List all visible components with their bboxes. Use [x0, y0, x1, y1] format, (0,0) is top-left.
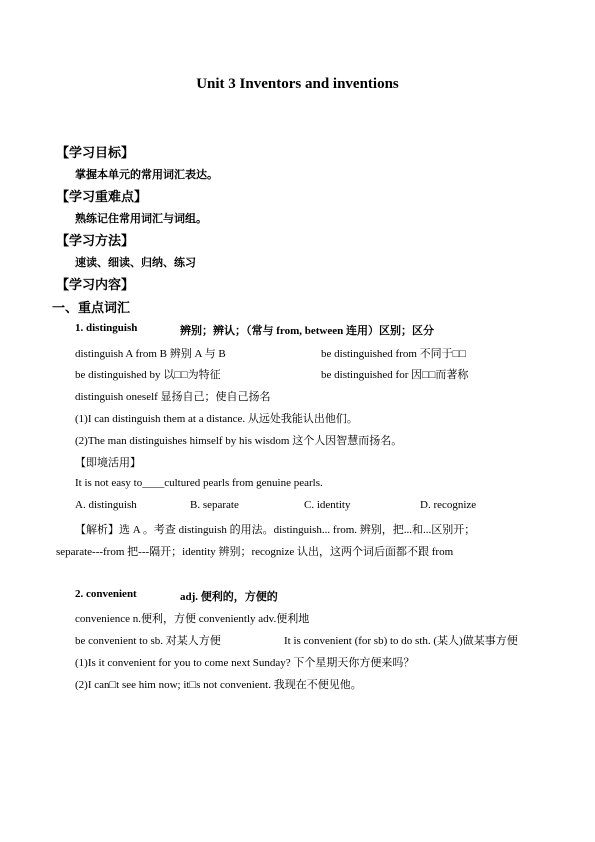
option-a: A. distinguish [75, 499, 137, 511]
word2-phrase-2b: It is convenient (for sb) to do sth. (某人)做某事方便 [284, 635, 518, 647]
word2-meaning: adj. 便利的，方便的 [180, 591, 278, 603]
word2-example-1: (1)Is it convenient for you to come next Sunday? 下个星期天你方便来吗？ [75, 657, 415, 669]
key-text: 熟练记住常用词汇与词组。 [75, 213, 207, 225]
content-heading: 【学习内容】 [56, 277, 135, 292]
word1-example-1: (1)I can distinguish them at a distance. 从远处我能认出他们。 [75, 413, 358, 425]
method-text: 速读、细读、归纳、练习 [75, 257, 196, 269]
word2-phrase-1: convenience n.便利，方便 conveniently adv.便利地 [75, 613, 310, 625]
word2-example-2: (2)I can□t see him now; it□s not convenient. 我现在不便见他。 [75, 679, 362, 691]
goal-text: 掌握本单元的常用词汇表达。 [75, 169, 218, 181]
word2-phrase-2a: be convenient to sb. 对某人方便 [75, 635, 221, 647]
word1-phrase-1a: distinguish A from B 辨别 A 与 B [75, 348, 226, 360]
word1-meaning: 辨别；辨认；（常与 from, between 连用）区别；区分 [180, 325, 434, 337]
word1-phrase-2b: be distinguished for 因□□而著称 [321, 369, 469, 381]
option-c: C. identity [304, 499, 351, 511]
analysis-line-2: separate---from 把---隔开；identity 辨别；recognize 认出，这两个词后面都不跟 from [56, 546, 454, 558]
word2-term: 2. convenient [75, 588, 137, 600]
word1-example-2: (2)The man distinguishes himself by his wisdom 这个人因智慧而扬名。 [75, 435, 403, 447]
word1-phrase-3: distinguish oneself 显扬自己；使自己扬名 [75, 391, 271, 403]
part1-heading: 一、重点词汇 [52, 300, 131, 315]
option-b: B. separate [190, 499, 239, 511]
practice-heading: 【即境活用】 [75, 457, 141, 469]
word1-term: 1. distinguish [75, 322, 138, 334]
page-title: Unit 3 Inventors and inventions [196, 76, 399, 92]
option-d: D. recognize [420, 499, 477, 511]
analysis-line-1: 【解析】选 A 。考查 distinguish 的用法。distinguish... from. 辨别，把...和...区别开； [75, 524, 476, 536]
word1-phrase-2a: be distinguished by 以□□为特征 [75, 369, 221, 381]
goal-heading: 【学习目标】 [56, 145, 135, 160]
key-heading: 【学习重难点】 [56, 189, 148, 204]
practice-question: It is not easy to____cultured pearls from genuine pearls. [75, 477, 323, 489]
method-heading: 【学习方法】 [56, 233, 135, 248]
word1-phrase-1b: be distinguished from 不同于□□ [321, 348, 466, 360]
